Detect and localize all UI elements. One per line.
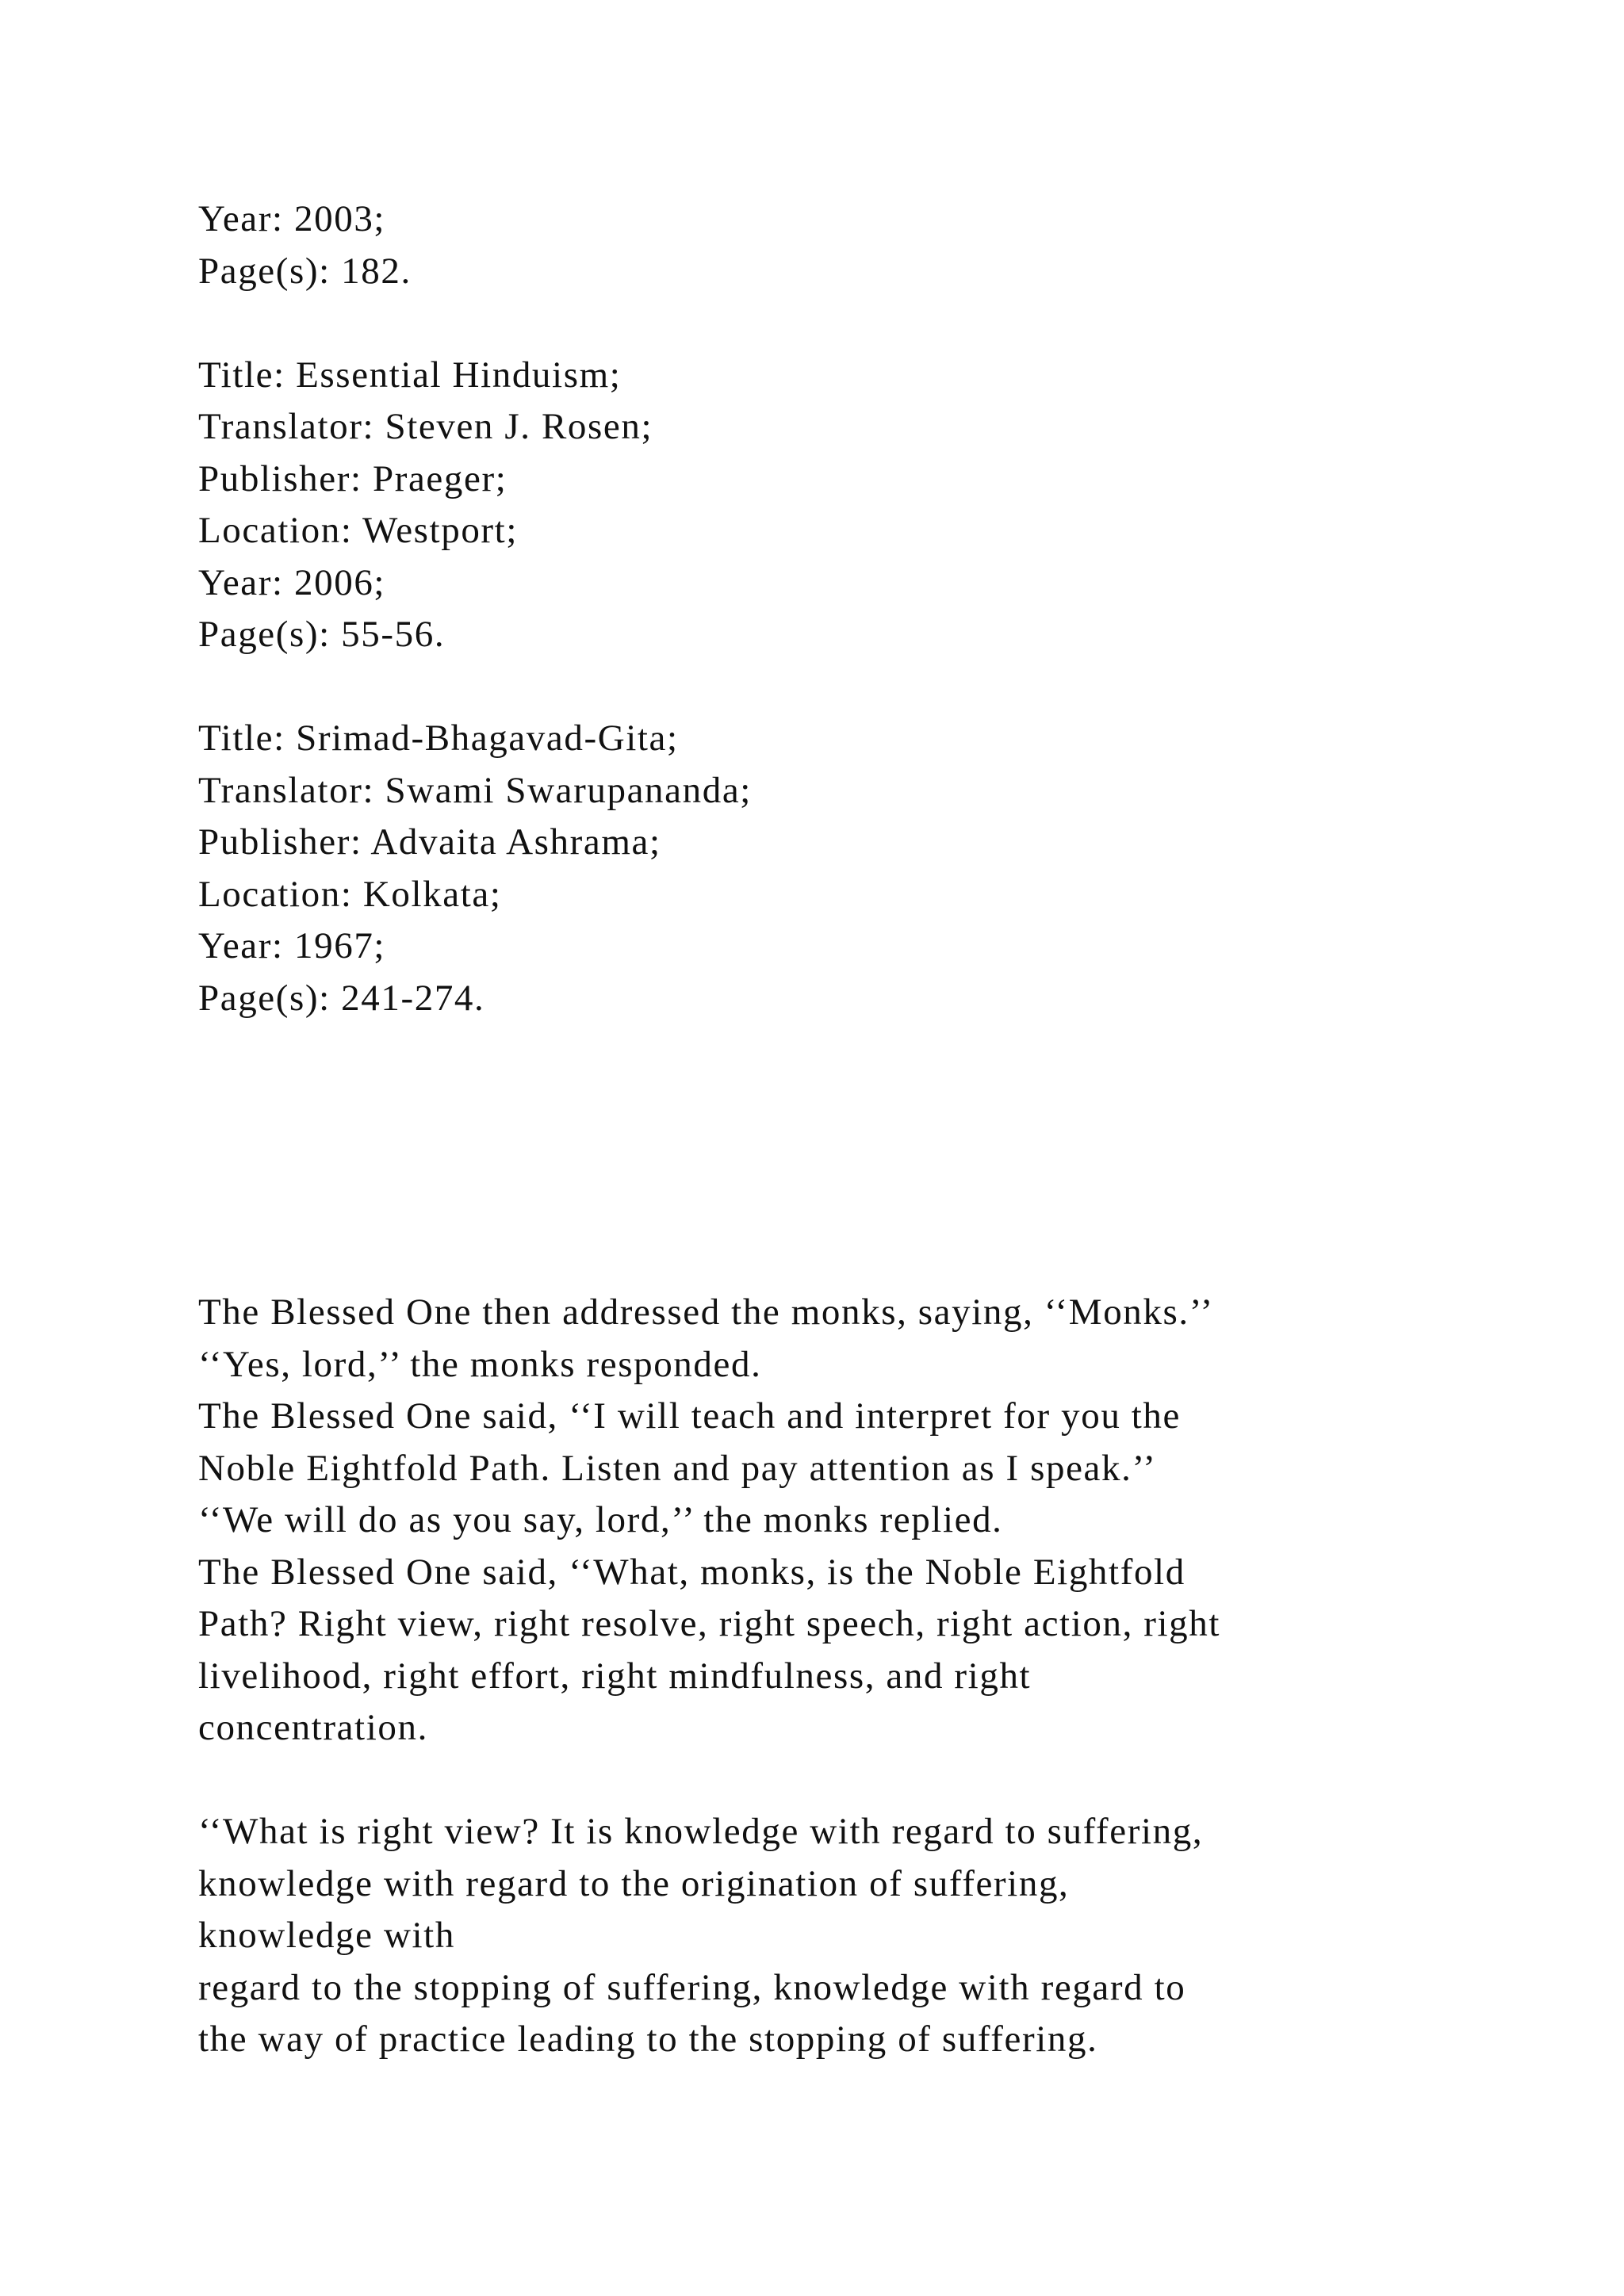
passage-line: livelihood, right effort, right mindfulness, and right bbox=[198, 1655, 1032, 1697]
reference-publisher: Publisher: Praeger; bbox=[198, 457, 508, 499]
reference-year: Year: 2006; bbox=[198, 561, 386, 603]
passage-line: The Blessed One said, ‘‘I will teach and interpret for you the bbox=[198, 1395, 1181, 1437]
reference-publisher: Publisher: Advaita Ashrama; bbox=[198, 821, 661, 863]
reference-list bbox=[198, 193, 1435, 1024]
passage-line: regard to the stopping of suffering, knowledge with regard to bbox=[198, 1966, 1186, 2008]
passage-line: ‘‘Yes, lord,’’ the monks responded. bbox=[198, 1343, 762, 1385]
passage-line: knowledge with bbox=[198, 1915, 455, 1956]
passage-line: The Blessed One then addressed the monks, saying, ‘‘Monks.’’ bbox=[198, 1292, 1214, 1333]
passage-line: the way of practice leading to the stopping of suffering. bbox=[198, 2019, 1098, 2060]
reference-translator: Translator: Swami Swarupananda; bbox=[198, 769, 752, 811]
passage-line: ‘‘We will do as you say, lord,’’ the monks replied. bbox=[198, 1499, 1003, 1540]
reference-title: Title: Srimad-Bhagavad-Gita; bbox=[198, 718, 679, 759]
reference-location: Location: Kolkata; bbox=[198, 873, 502, 915]
passage-line: knowledge with regard to the origination of suffering, bbox=[198, 1862, 1070, 1904]
paragraph-gap bbox=[198, 661, 1435, 714]
passage-line: ‘‘What is right view? It is knowledge with regard to suffering, bbox=[198, 1811, 1204, 1852]
reference-title: Title: Essential Hinduism; bbox=[198, 354, 622, 396]
reference-location: Location: Westport; bbox=[198, 510, 518, 551]
reference-translator: Translator: Steven J. Rosen; bbox=[198, 406, 653, 447]
passage-line: Noble Eightfold Path. Listen and pay attention as I speak.’’ bbox=[198, 1447, 1157, 1489]
reference-entry bbox=[198, 713, 1435, 1024]
reference-pages: Page(s): 182. bbox=[198, 250, 412, 292]
reference-year: Year: 2003; bbox=[198, 198, 386, 239]
reference-entry bbox=[198, 193, 1435, 297]
passage-line: The Blessed One said, ‘‘What, monks, is the Noble Eightfold bbox=[198, 1551, 1185, 1593]
reference-entry bbox=[198, 350, 1435, 661]
passage-line: Path? Right view, right resolve, right speech, right action, right bbox=[198, 1603, 1221, 1644]
reference-pages: Page(s): 55-56. bbox=[198, 614, 446, 655]
reference-year: Year: 1967; bbox=[198, 925, 386, 966]
paragraph-gap bbox=[198, 1755, 1435, 1807]
passage-line: concentration. bbox=[198, 1707, 428, 1748]
paragraph-gap bbox=[198, 297, 1435, 350]
passage-text bbox=[198, 1287, 1435, 2066]
reference-pages: Page(s): 241-274. bbox=[198, 977, 485, 1019]
